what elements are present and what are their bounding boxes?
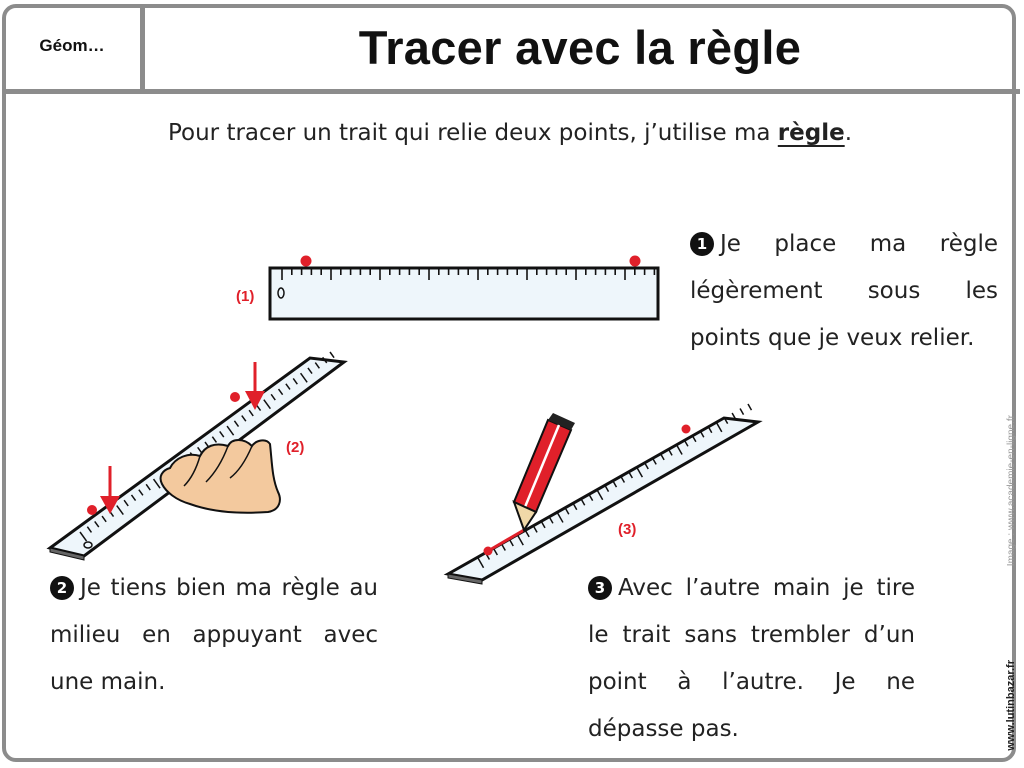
point-a-marker — [301, 256, 312, 267]
step-2-marker: 2 — [50, 576, 74, 600]
hand-icon — [161, 440, 280, 513]
step-3-body: Avec l’autre main je tire le trait sans trembler d’un point à l’autre. Je ne dépasse pas. — [588, 575, 915, 742]
intro-end: . — [844, 120, 852, 146]
page-title: Tracer avec la règle — [358, 21, 802, 74]
ruler-2-illustration — [50, 352, 344, 560]
point-b-marker — [630, 256, 641, 267]
figure-2-label: (2) — [286, 439, 305, 456]
step-3-marker: 3 — [588, 576, 612, 600]
ruler-1-illustration — [236, 256, 658, 320]
intro-keyword: règle — [777, 120, 845, 146]
step-2-body: Je tiens bien ma règle au milieu en appuyant avec une main. — [50, 575, 378, 695]
step-1-text — [690, 221, 998, 362]
step-2-text — [50, 565, 378, 706]
intro-text: Pour tracer un trait qui relie deux points, j’utilise ma — [167, 120, 778, 146]
figure-1-label: (1) — [236, 288, 255, 305]
step-1-body: Je place ma règle légèrement sous les points que je veux relier. — [690, 231, 998, 351]
image-credit: Image : www.academie-en-ligne.fr — [1006, 415, 1017, 567]
ruler-3-illustration — [448, 404, 758, 584]
site-credit: www.lutinbazar.fr — [1005, 660, 1017, 751]
step-3-text — [588, 565, 915, 753]
figure-3-label: (3) — [618, 521, 637, 538]
category-label: Géom… — [39, 36, 105, 55]
step-1-marker: 1 — [690, 232, 714, 256]
